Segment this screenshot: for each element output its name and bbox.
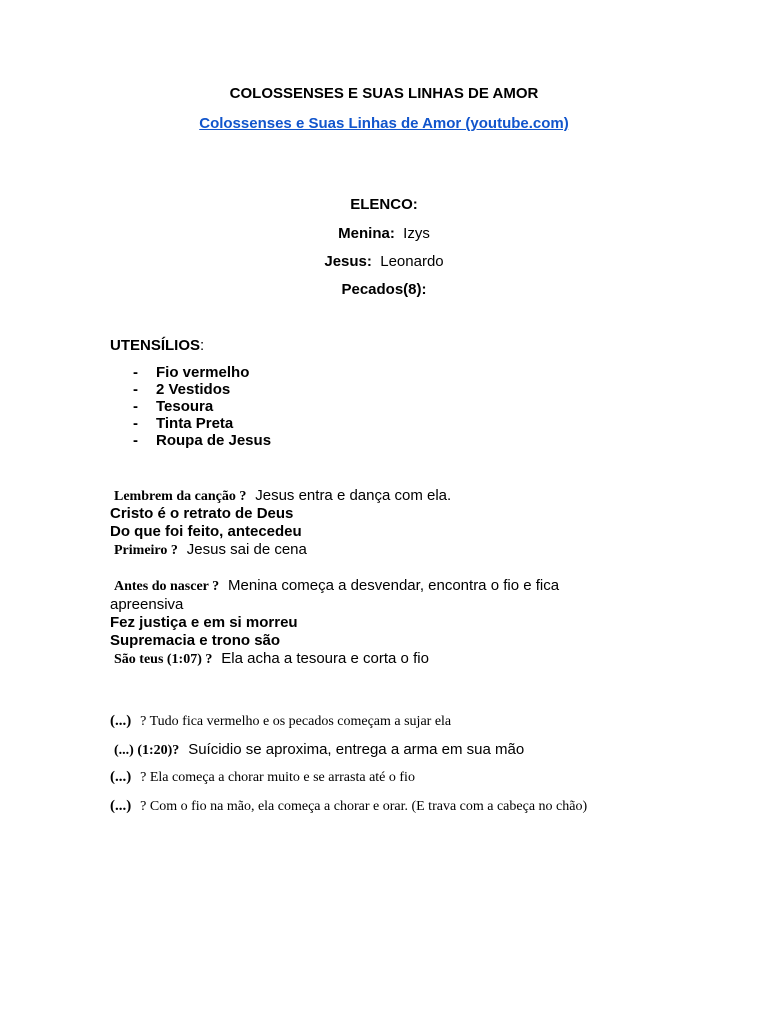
script-line-6 — [114, 741, 524, 759]
direction-text: Jesus entra e dança com ela. — [255, 487, 452, 504]
list-item-text: 2 Vestidos — [156, 381, 231, 398]
script-line-8 — [110, 797, 587, 815]
direction-continuation: apreensiva — [110, 596, 184, 613]
cast-menina-line — [0, 225, 768, 242]
direction-text: ? Tudo fica vermelho e os pecados começam a sujar ela — [140, 714, 452, 729]
script-line-3 — [114, 577, 559, 595]
direction-text: ? Ela começa a chorar muito e se arrasta até o fio — [140, 770, 415, 785]
menina-value: Izys — [403, 225, 430, 242]
direction-text: Jesus sai de cena — [186, 541, 307, 558]
list-item: - Tinta Preta — [133, 415, 234, 432]
list-item-text: Tesoura — [156, 398, 214, 415]
script-line-2 — [114, 541, 307, 559]
direction-text: Menina começa a desvendar, encontra o fio e fica — [228, 577, 560, 594]
cue-text: Antes do nascer ? — [114, 579, 220, 594]
document-title: COLOSSENSES E SUAS LINHAS DE AMOR — [229, 85, 539, 102]
cue-text: Lembrem da canção ? — [114, 489, 247, 504]
list-item: - 2 Vestidos — [133, 381, 231, 398]
script-line-7 — [110, 768, 415, 786]
cue-text: (...) (1:20)? — [114, 743, 180, 758]
list-item: - Fio vermelho — [133, 364, 250, 381]
lyric-line: Supremacia e trono são — [110, 632, 281, 649]
direction-text: Ela acha a tesoura e corta o fio — [221, 650, 429, 667]
cue-text: São teus (1:07) ? — [114, 652, 213, 667]
direction-text: ? Com o fio na mão, ela começa a chorar e orar. (E trava com a cabeça no chão) — [140, 799, 588, 814]
utensils-heading — [110, 337, 204, 354]
youtube-link[interactable]: Colossenses e Suas Linhas de Amor (youtube.com) — [199, 115, 569, 132]
list-item: - Tesoura — [133, 398, 214, 415]
jesus-label: Jesus: — [324, 253, 372, 270]
cue-text: (...) — [110, 769, 132, 785]
direction-text: Suícidio se aproxima, entrega a arma em sua mão — [188, 741, 525, 758]
lyric-line: Do que foi feito, antecedeu — [110, 523, 302, 540]
utensils-heading-colon: : — [200, 337, 205, 354]
script-line-1 — [114, 487, 451, 505]
list-item-text: Tinta Preta — [156, 415, 234, 432]
cast-heading: ELENCO: — [350, 196, 418, 213]
utensils-heading-text: UTENSÍLIOS — [110, 337, 201, 354]
lyric-line: Cristo é o retrato de Deus — [110, 505, 294, 522]
jesus-value: Leonardo — [380, 253, 444, 270]
utensils-list — [133, 364, 271, 449]
lyric-line: Fez justiça e em si morreu — [110, 614, 298, 631]
menina-label: Menina: — [338, 225, 395, 242]
list-item: - Roupa de Jesus — [133, 432, 272, 449]
pecados-label: Pecados(8): — [341, 281, 427, 298]
list-item-text: Fio vermelho — [156, 364, 250, 381]
script-line-5 — [110, 712, 451, 730]
cue-text: Primeiro ? — [114, 543, 178, 558]
list-item-text: Roupa de Jesus — [156, 432, 272, 449]
script-line-4 — [114, 650, 429, 668]
cue-text: (...) — [110, 798, 132, 814]
cue-text: (...) — [110, 713, 132, 729]
cast-jesus-line — [0, 253, 768, 270]
